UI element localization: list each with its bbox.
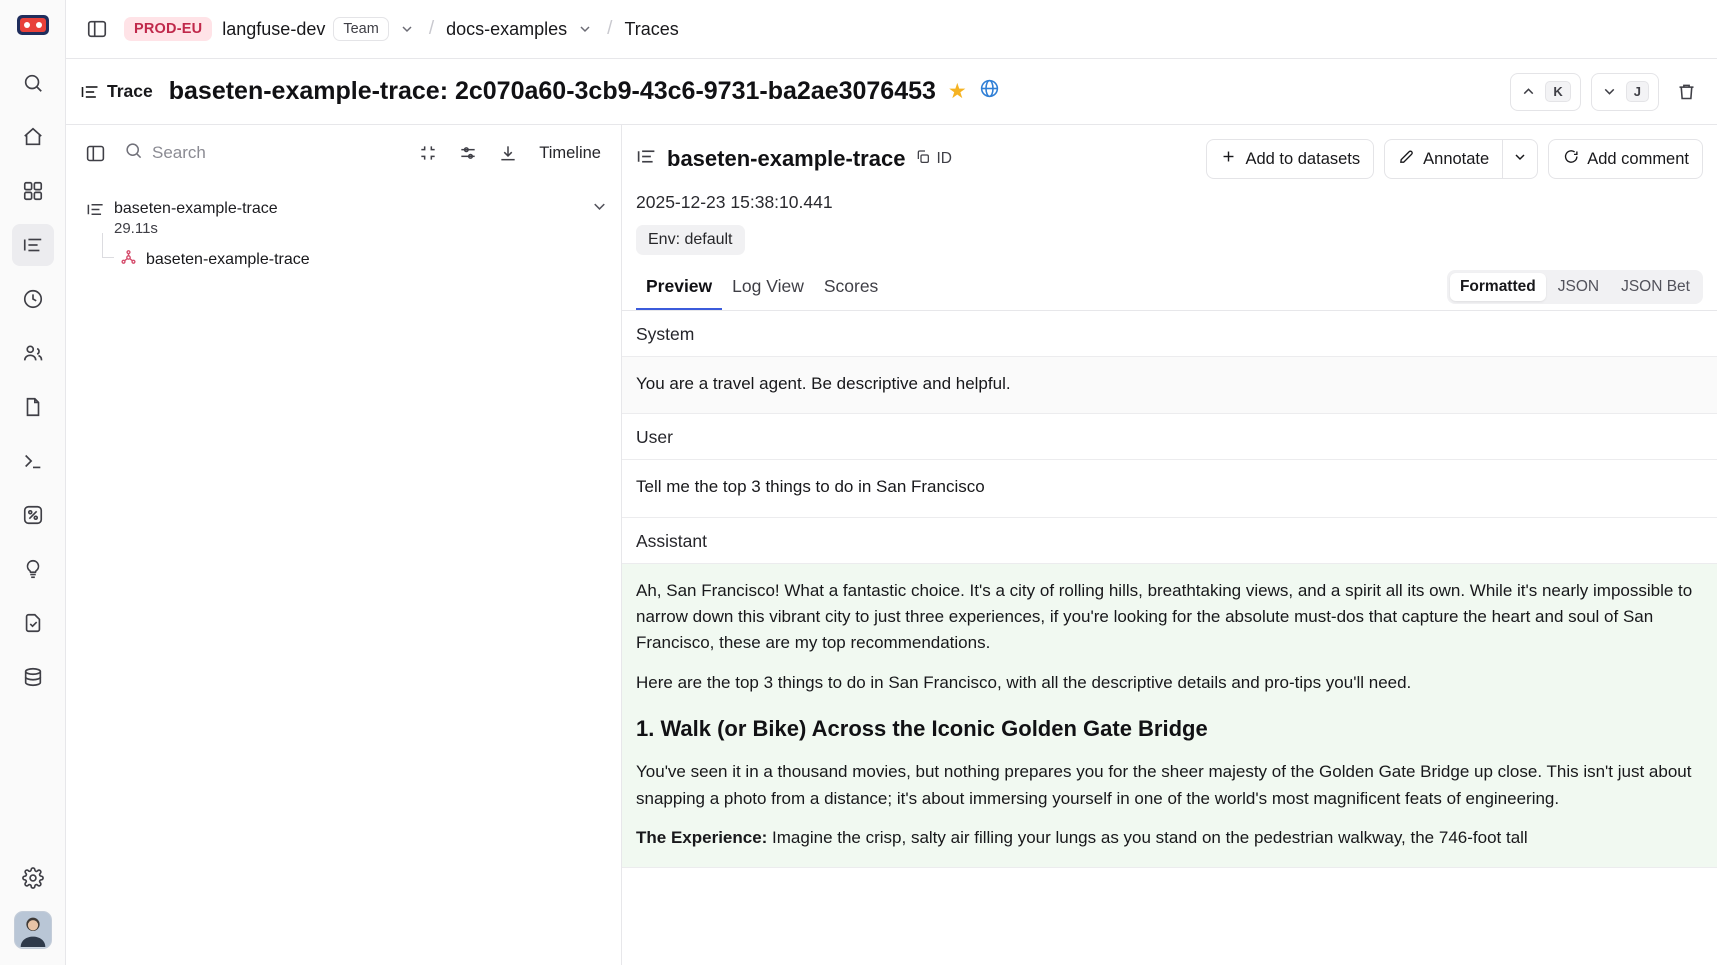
comment-icon — [1562, 148, 1579, 170]
tree-child-label: baseten-example-trace — [146, 251, 310, 269]
env-tag: Env: default — [636, 225, 745, 255]
breadcrumb-separator: / — [607, 18, 613, 39]
view-mode-toggle — [1447, 270, 1703, 304]
search-icon — [124, 141, 143, 165]
annotate-button-group — [1384, 139, 1538, 179]
icon-rail — [0, 0, 66, 965]
view-mode-json-beta[interactable]: JSON Bet — [1621, 278, 1690, 295]
message-paragraph: You've seen it in a thousand movies, but nothing prepares you for the sheer majesty of the Golden Gate Bridge up close. This isn't just about snapping a photo from a distance; it's about immersing yourself in one of the world's most magnificent feats of engineering. — [636, 762, 1692, 808]
tab-preview[interactable]: Preview — [636, 267, 722, 310]
annotate-label: Annotate — [1423, 149, 1490, 168]
titlebar-actions — [1510, 73, 1703, 111]
star-icon[interactable]: ★ — [947, 80, 967, 103]
search-field[interactable] — [118, 141, 405, 165]
view-mode-json[interactable]: JSON — [1557, 278, 1600, 295]
message-content — [622, 460, 1717, 516]
breadcrumb-separator: / — [428, 18, 435, 39]
trace-timestamp: 2025-12-23 15:38:10.441 — [636, 192, 833, 212]
detail-title: baseten-example-trace — [667, 146, 906, 171]
settings-sliders-icon[interactable] — [451, 136, 485, 170]
prev-trace-shortcut: K — [1545, 81, 1570, 102]
annotate-button[interactable] — [1384, 139, 1503, 179]
topbar — [66, 0, 1717, 59]
experience-label: The Experience: — [636, 827, 768, 847]
message-heading: 1. Walk (or Bike) Across the Iconic Golden Gate Bridge — [636, 716, 1208, 742]
experience-text: Imagine the crisp, salty air filling your lungs as you stand on the pedestrian walkway, the 746-foot tall — [767, 827, 1528, 847]
message-role: System — [622, 311, 1717, 357]
prev-trace-button[interactable] — [1510, 73, 1580, 111]
message-content — [622, 564, 1717, 868]
message-paragraph-experience — [636, 825, 1703, 851]
message-paragraph: You are a travel agent. Be descriptive and helpful. — [636, 374, 1011, 393]
add-to-datasets-label: Add to datasets — [1245, 149, 1361, 168]
body-split — [66, 125, 1717, 965]
tree-row-root[interactable] — [66, 191, 621, 243]
view-mode-formatted[interactable]: Formatted — [1450, 273, 1546, 301]
timeline-button[interactable]: Timeline — [531, 139, 609, 168]
tree-toolbar — [66, 125, 621, 181]
sidebar-item-datasets[interactable] — [12, 602, 54, 644]
globe-icon[interactable] — [979, 78, 1000, 105]
chevron-down-icon[interactable] — [590, 197, 609, 221]
next-trace-shortcut: J — [1626, 81, 1649, 102]
trace-node-icon — [86, 197, 105, 224]
detail-tabs — [622, 267, 1717, 311]
download-icon[interactable] — [491, 136, 525, 170]
tab-log-view[interactable]: Log View — [722, 267, 814, 310]
plus-icon — [1220, 148, 1237, 170]
sidebar-item-search[interactable] — [12, 62, 54, 104]
sidebar-item-settings[interactable] — [12, 857, 54, 899]
breadcrumb-project[interactable] — [446, 19, 595, 40]
trash-icon[interactable] — [1669, 75, 1703, 109]
sidebar-item-playground[interactable] — [12, 440, 54, 482]
trace-titlebar — [66, 59, 1717, 125]
sidebar-item-sessions[interactable] — [12, 278, 54, 320]
add-comment-button[interactable] — [1548, 139, 1703, 179]
detail-actions — [1206, 139, 1703, 179]
message-assistant — [622, 518, 1717, 869]
copy-id-button[interactable] — [915, 149, 952, 170]
tree-row-child[interactable] — [66, 243, 621, 277]
message-paragraph: Ah, San Francisco! What a fantastic choice. It's a city of rolling hills, breathtaking views, and a spirit all its own. While it's nearly impossible to narrow down this vibrant city to just three experiences, if you're looking for the absolute must-dos that capture the heart and soul of San Francisco, these are my top recommendations. — [636, 580, 1693, 653]
sidebar-item-prompts[interactable] — [12, 386, 54, 428]
langfuse-logo-icon[interactable] — [15, 10, 51, 40]
sidebar-item-dashboards[interactable] — [12, 170, 54, 212]
panel-toggle-icon[interactable] — [80, 12, 114, 46]
add-comment-label: Add comment — [1587, 149, 1689, 168]
add-to-datasets-button[interactable] — [1206, 139, 1374, 179]
sidebar-item-home[interactable] — [12, 116, 54, 158]
avatar[interactable] — [14, 911, 52, 949]
message-role: Assistant — [622, 518, 1717, 564]
breadcrumb-section[interactable]: Traces — [624, 18, 679, 39]
breadcrumb-project-name: docs-examples — [446, 18, 568, 39]
message-paragraph: Here are the top 3 things to do in San Francisco, with all the descriptive details and pro-tips you'll need. — [636, 672, 1412, 692]
collapse-tree-icon[interactable] — [411, 136, 445, 170]
pencil-icon — [1398, 148, 1415, 170]
tab-scores[interactable]: Scores — [814, 267, 888, 310]
trace-label: Trace — [107, 81, 153, 101]
sidebar-item-tracing[interactable] — [12, 224, 54, 266]
next-trace-button[interactable] — [1591, 73, 1659, 111]
copy-icon — [915, 149, 931, 170]
message-user — [622, 414, 1717, 517]
messages-list — [622, 311, 1717, 965]
tree-root-label: baseten-example-trace — [114, 200, 278, 217]
env-badge: PROD-EU — [124, 17, 212, 41]
tree-root-duration: 29.11s — [114, 220, 158, 238]
message-paragraph: Tell me the top 3 things to do in San Francisco — [636, 477, 985, 497]
chevron-down-icon — [1512, 149, 1528, 170]
page-title: baseten-example-trace: 2c070a60-3cb9-43c6-9731-ba2ae3076453 — [168, 77, 936, 105]
annotate-dropdown-button[interactable] — [1503, 139, 1538, 179]
trace-type-chip — [80, 81, 157, 102]
breadcrumb-org-name: langfuse-dev — [222, 18, 326, 39]
message-system — [622, 311, 1717, 414]
breadcrumb-org[interactable] — [222, 17, 417, 41]
org-type-badge: Team — [333, 17, 388, 41]
search-input[interactable] — [152, 143, 405, 163]
sidebar-item-evaluation[interactable] — [12, 494, 54, 536]
id-label: ID — [936, 150, 952, 167]
sidebar-item-users[interactable] — [12, 332, 54, 374]
chevron-down-icon[interactable] — [397, 19, 417, 39]
detail-title-row — [636, 139, 1703, 179]
message-content — [622, 357, 1717, 413]
sidebar-item-annotation[interactable] — [12, 548, 54, 590]
main-column — [66, 0, 1717, 965]
detail-header — [622, 125, 1717, 255]
sidebar-item-database[interactable] — [12, 656, 54, 698]
detail-panel — [622, 125, 1717, 965]
trace-tree-panel — [66, 125, 622, 965]
panel-collapse-icon[interactable] — [78, 136, 112, 170]
chevron-down-icon[interactable] — [575, 19, 595, 39]
message-role: User — [622, 414, 1717, 460]
span-node-icon — [120, 249, 137, 271]
trace-tree — [66, 181, 621, 277]
observation-icon — [636, 146, 657, 172]
